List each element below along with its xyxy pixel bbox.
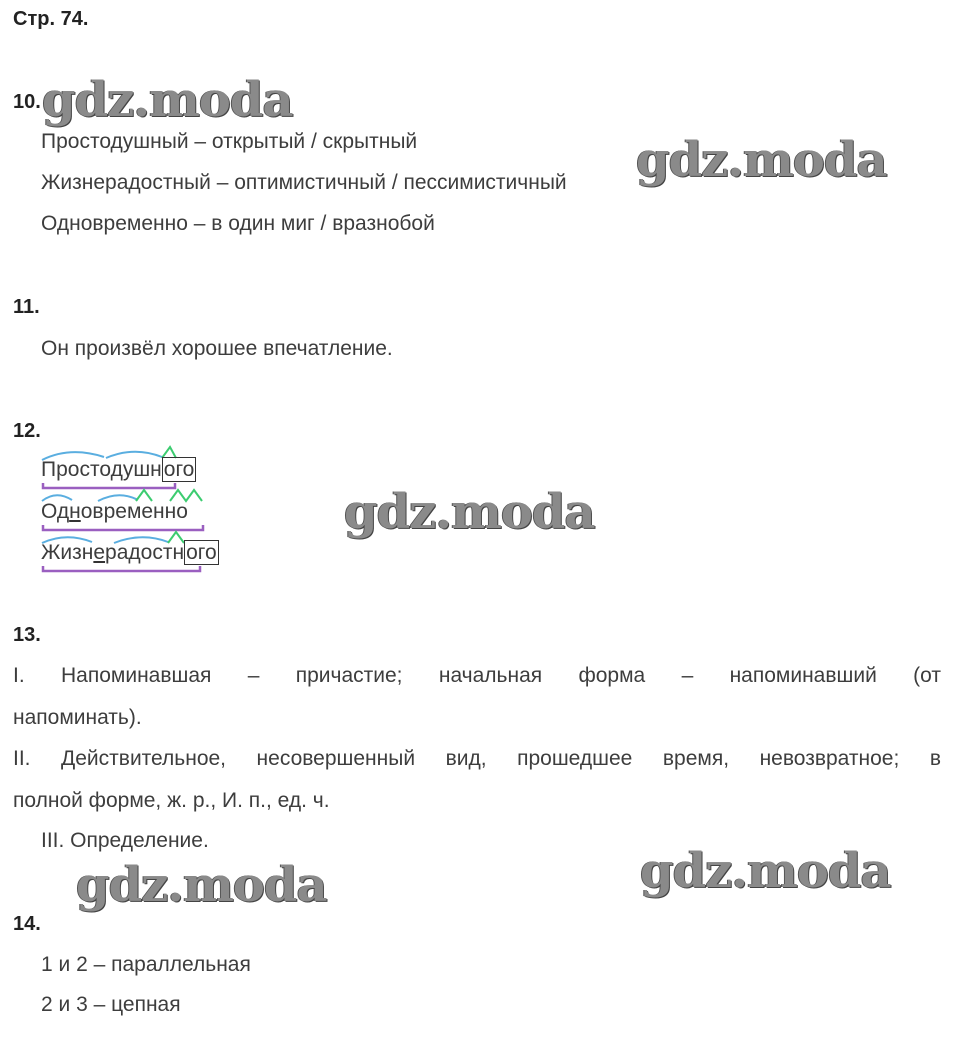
task-12-number: 12. (13, 420, 41, 442)
connecting-vowel: д (110, 458, 123, 481)
task-14-line: 2 и 3 – цепная (41, 993, 181, 1016)
watermark-logo: gdz.moda (344, 484, 595, 540)
task-12-word (41, 500, 188, 524)
task-13-line: полной форме, ж. р., И. п., ед. ч. (13, 789, 330, 812)
task-12-word (41, 458, 196, 482)
watermark-logo: gdz.moda (42, 72, 293, 128)
connecting-vowel: е (93, 541, 106, 564)
task-14-line: 1 и 2 – параллельная (41, 953, 251, 976)
word-part: радостн (105, 541, 185, 564)
watermark-logo: gdz.moda (636, 132, 887, 188)
task-11-line: Он произвёл хорошее впечатление. (41, 337, 393, 360)
watermark-logo: gdz.moda (76, 857, 327, 913)
task-10-line: Простодушный – открытый / скрытный (41, 130, 418, 153)
task-13-line: напоминать). (13, 706, 142, 729)
task-12-word (41, 541, 219, 565)
task-10-number: 10. (13, 91, 41, 113)
word-ending: ого (186, 541, 217, 564)
task-13-line: II. Действительное, несовершенный вид, прошедшее время, невозвратное; в (13, 747, 941, 770)
task-13-line: I. Напоминавшая – причастие; начальная форма – напоминавший (от (13, 664, 941, 687)
word-ending: ого (163, 458, 195, 481)
word-part: Од (41, 500, 70, 523)
task-13-line: III. Определение. (41, 829, 209, 852)
watermark-logo: gdz.moda (640, 843, 891, 899)
page-title: Стр. 74. (13, 8, 89, 30)
task-10-line: Одновременно – в один миг / вразнобой (41, 212, 435, 235)
task-10-line: Жизнерадостный – оптимистичный / пессимистичный (41, 171, 567, 194)
word-part: овременно (80, 500, 188, 523)
word-part: ушн (122, 458, 162, 481)
task-11-number: 11. (13, 296, 40, 318)
word-part: Жизн (41, 541, 94, 564)
task-14-number: 14. (13, 913, 41, 935)
connecting-vowel: н (69, 500, 81, 523)
word-part: Просто (41, 458, 111, 481)
task-13-number: 13. (13, 624, 41, 646)
